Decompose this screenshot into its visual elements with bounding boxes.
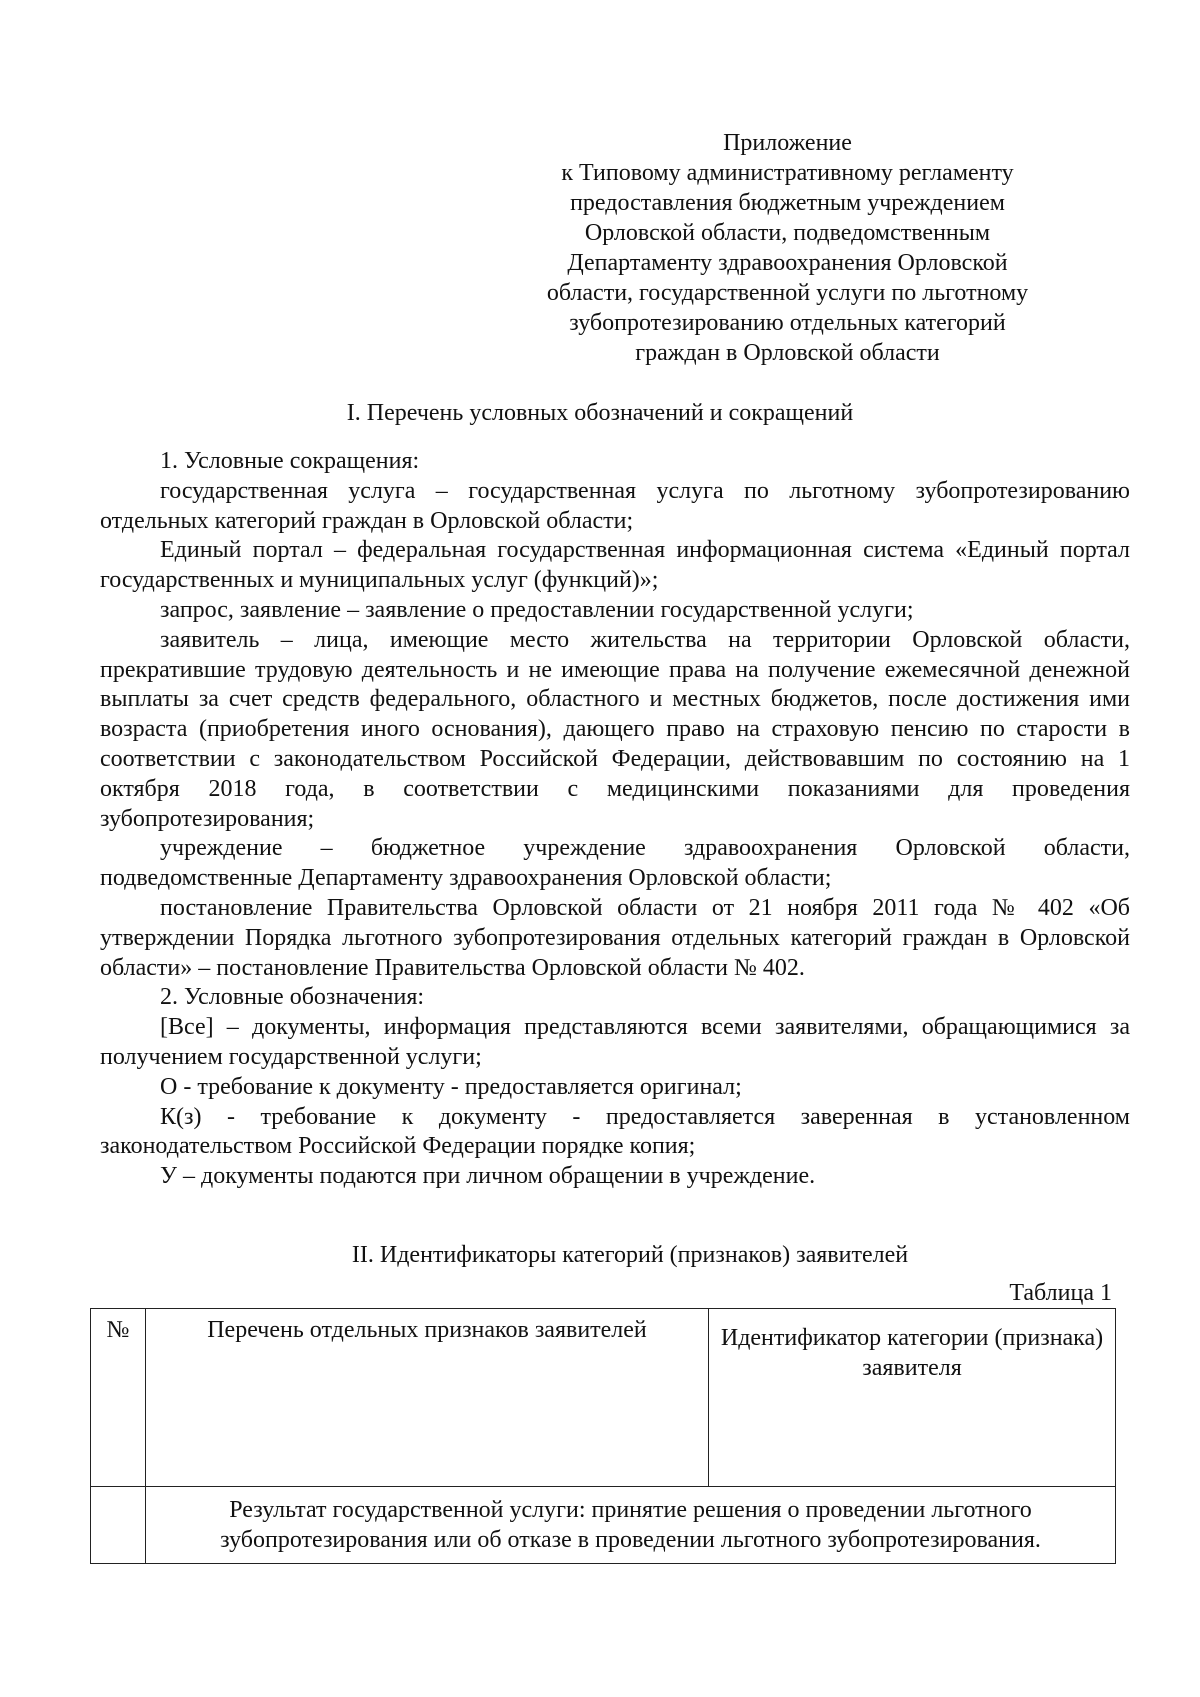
appendix-line: к Типовому административному регламенту: [561, 160, 1014, 186]
paragraph: 2. Условные обозначения:: [160, 984, 425, 1011]
paragraph: У – документы подаются при личном обращении в учреждение.: [160, 1163, 816, 1190]
section-1-title: I. Перечень условных обозначений и сокращений: [346, 400, 854, 426]
appendix-header: [515, 128, 1060, 368]
appendix-line: Департаменту здравоохранения Орловской: [567, 250, 1008, 276]
paragraph: О - требование к документу - предоставляется оригинал;: [160, 1073, 742, 1100]
header-features: Перечень отдельных признаков заявителей: [146, 1309, 709, 1487]
paragraph: К(з) - требование к документу - предоставляется заверенная в установленном законодательством Российской Федерации порядке копия;: [100, 1103, 1130, 1160]
result-cell: Результат государственной услуги: принятие решения о проведении льготного зубопротезирования или об отказе в проведении льготного зубопротезирования.: [146, 1487, 1116, 1564]
appendix-line: Орловской области, подведомственным: [584, 220, 991, 246]
appendix-line: области, государственной услуги по льготному: [546, 280, 1029, 306]
paragraph: заявитель – лица, имеющие место жительства на территории Орловской области, прекратившие трудовую деятельность и не имеющие права на получение ежемесячной денежной выплаты за счет средств федерального, областного и местных бюджетов, после достижения ими возраста (приобретения иного основания), дающего право на страховую пенсию по старости в соответствии с законодательством Российской Федерации, действовавшим по состоянию на 1 октября 2018 года, в соответствии с медицинскими показаниями для проведения зубопротезирования;: [100, 626, 1130, 832]
paragraph: [Все] – документы, информация представляются всеми заявителями, обращающимися за получением государственной услуги;: [100, 1014, 1130, 1070]
section-2-title: II. Идентификаторы категорий (признаков) заявителей: [351, 1242, 909, 1268]
paragraph: запрос, заявление – заявление о предоставлении государственной услуги;: [160, 596, 914, 623]
result-number-cell: [91, 1487, 146, 1564]
appendix-line: предоставления бюджетным учреждением: [570, 190, 1005, 216]
paragraph: 1. Условные сокращения:: [160, 448, 420, 474]
table-header-row: [91, 1309, 1116, 1487]
appendix-line: зубопротезированию отдельных категорий: [569, 310, 1006, 336]
section-1-body: [100, 447, 1130, 1192]
applicant-categories-table: [90, 1308, 1116, 1564]
appendix-line: Приложение: [723, 130, 852, 156]
paragraph: постановление Правительства Орловской области от 21 ноября 2011 года № 402 «Об утверждении Порядка льготного зубопротезирования отдельных категорий граждан в Орловской области» – постановление Правительства Орловской области № 402.: [100, 894, 1130, 981]
header-number: №: [91, 1309, 146, 1487]
table-caption: Таблица 1: [1009, 1280, 1112, 1306]
appendix-line: граждан в Орловской области: [635, 340, 940, 366]
paragraph: учреждение – бюджетное учреждение здравоохранения Орловской области, подведомственные Департаменту здравоохранения Орловской области;: [100, 835, 1130, 892]
table-row: [91, 1487, 1116, 1564]
paragraph: государственная услуга – государственная услуга по льготному зубопротезированию отдельных категорий граждан в Орловской области;: [100, 477, 1130, 534]
paragraph: Единый портал – федеральная государственная информационная система «Единый портал государственных и муниципальных услуг (функций)»;: [100, 537, 1130, 594]
header-identifier: Идентификатор категории (признака) заявителя: [709, 1309, 1116, 1487]
